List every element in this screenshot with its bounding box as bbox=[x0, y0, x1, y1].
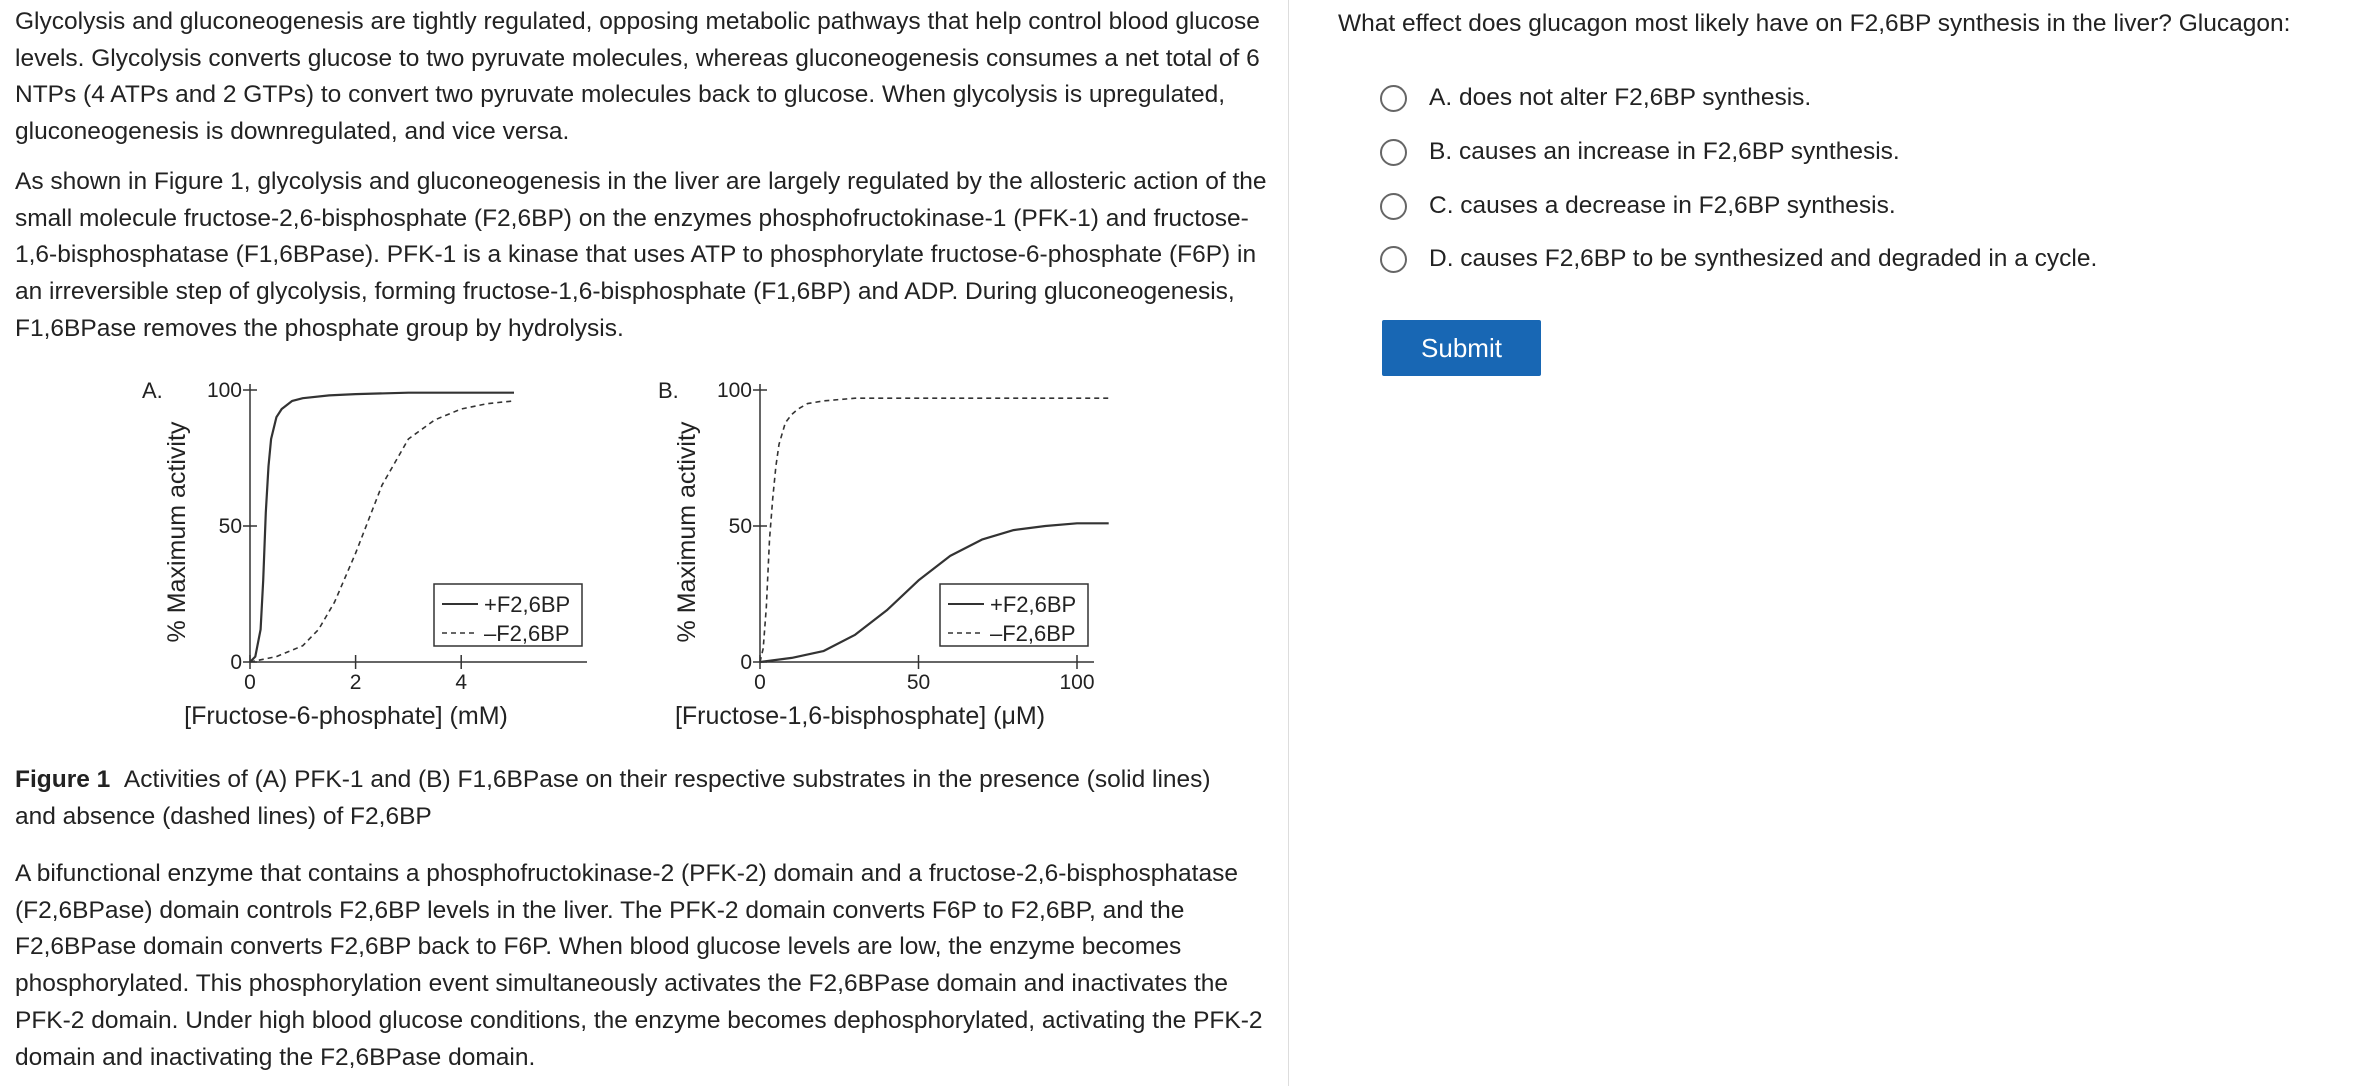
option-b[interactable] bbox=[1380, 132, 1900, 172]
option-c-label: C. causes a decrease in F2,6BP synthesis. bbox=[1429, 192, 1896, 219]
y-tick-label-b-50: 50 bbox=[728, 515, 752, 538]
option-d[interactable] bbox=[1380, 239, 2097, 279]
x-tick-label-a-4: 4 bbox=[455, 671, 468, 694]
radio-button-a[interactable] bbox=[1380, 85, 1407, 112]
radio-button-b[interactable] bbox=[1380, 139, 1407, 166]
passage-paragraph-1: Glycolysis and gluconeogenesis are tightly regulated, opposing metabolic pathways that help control blood glucose levels. Glycolysis converts glucose to two pyruvate molecules, whereas gluconeogenesis consumes a net total of 6 NTPs (4 ATPs and 2 GTPs) to convert two pyruvate molecules back to glucose. When glycolysis is upregulated, gluconeogenesis is downregulated, and vice versa. bbox=[15, 8, 1260, 146]
x-tick-label-b-50: 50 bbox=[906, 671, 931, 694]
y-tick-label-a-50: 50 bbox=[218, 515, 242, 538]
legend-label-a-0: +F2,6BP bbox=[484, 592, 571, 617]
option-b-label: B. causes an increase in F2,6BP synthesis. bbox=[1429, 138, 1900, 165]
figure-caption-label: Figure 1 bbox=[15, 766, 111, 793]
x-axis-label-a: [Fructose-6-phosphate] (mM) bbox=[184, 702, 508, 730]
legend-label-b-1: –F2,6BP bbox=[990, 621, 1076, 646]
panel-label-a: A. bbox=[142, 378, 163, 403]
panel-label-b: B. bbox=[658, 378, 679, 403]
question-text: What effect does glucagon most likely have on F2,6BP synthesis in the liver? Glucagon: bbox=[1338, 10, 2291, 37]
question-panel bbox=[1290, 0, 2353, 1086]
chart-panel-b bbox=[658, 378, 1109, 730]
y-tick-label-a-0: 0 bbox=[230, 651, 242, 674]
option-a[interactable] bbox=[1380, 78, 1811, 118]
figure-caption bbox=[15, 762, 1235, 835]
x-axis-label-b: [Fructose-1,6-bisphosphate] (μM) bbox=[674, 702, 1046, 730]
figure-caption-text: Activities of (A) PFK-1 and (B) F1,6BPase on their respective substrates in the presence (solid lines) and absence (dashed lines) of F2,6BP bbox=[15, 766, 1211, 830]
x-tick-label-b-0: 0 bbox=[754, 671, 766, 694]
option-c[interactable] bbox=[1380, 186, 1896, 226]
legend-label-a-1: –F2,6BP bbox=[484, 621, 570, 646]
y-axis-label-a: % Maximum activity bbox=[163, 421, 191, 643]
figure-1 bbox=[0, 360, 1180, 740]
legend-label-b-0: +F2,6BP bbox=[990, 592, 1077, 617]
radio-button-d[interactable] bbox=[1380, 246, 1407, 273]
passage-paragraph-3: A bifunctional enzyme that contains a phosphofructokinase-2 (PFK-2) domain and a fructose-2,6-bisphosphatase (F2,6BPase) domain controls F2,6BP levels in the liver. The PFK-2 domain converts F6P to F2,6BP, and the F2,6BPase domain converts F2,6BP back to F6P. When blood glucose levels are low, the enzyme becomes phosphorylated. This phosphorylation event simultaneously activates the F2,6BPase domain and inactivates the PFK-2 domain. Under high blood glucose conditions, the enzyme becomes dephosphorylated, activating the PFK-2 domain and inactivating the F2,6BPase domain. bbox=[15, 860, 1263, 1071]
option-a-label: A. does not alter F2,6BP synthesis. bbox=[1429, 84, 1812, 111]
legend-b bbox=[940, 584, 1088, 646]
y-axis-label-b: % Maximum activity bbox=[673, 421, 701, 643]
y-tick-label-a-100: 100 bbox=[206, 379, 242, 402]
submit-button[interactable]: Submit bbox=[1382, 320, 1541, 376]
chart-panel-a bbox=[142, 378, 587, 730]
y-tick-label-b-0: 0 bbox=[740, 651, 752, 674]
x-tick-label-b-100: 100 bbox=[1059, 671, 1095, 694]
option-d-label: D. causes F2,6BP to be synthesized and degraded in a cycle. bbox=[1429, 245, 2098, 272]
x-tick-label-a-0: 0 bbox=[244, 671, 256, 694]
radio-button-c[interactable] bbox=[1380, 193, 1407, 220]
y-tick-label-b-100: 100 bbox=[716, 379, 752, 402]
legend-a bbox=[434, 584, 582, 646]
x-tick-label-a-2: 2 bbox=[349, 671, 362, 694]
passage-paragraph-2: As shown in Figure 1, glycolysis and gluconeogenesis in the liver are largely regulated by the allosteric action of the small molecule fructose-2,6-bisphosphate (F2,6BP) on the enzymes phosphofructokinase-1 (PFK-1) and fructose-1,6-bisphosphatase (F1,6BPase). PFK-1 is a kinase that uses ATP to phosphorylate fructose-6-phosphate (F6P) in an irreversible step of glycolysis, forming fructose-1,6-bisphosphate (F1,6BP) and ADP. During gluconeogenesis, F1,6BPase removes the phosphate group by hydrolysis. bbox=[15, 168, 1267, 342]
